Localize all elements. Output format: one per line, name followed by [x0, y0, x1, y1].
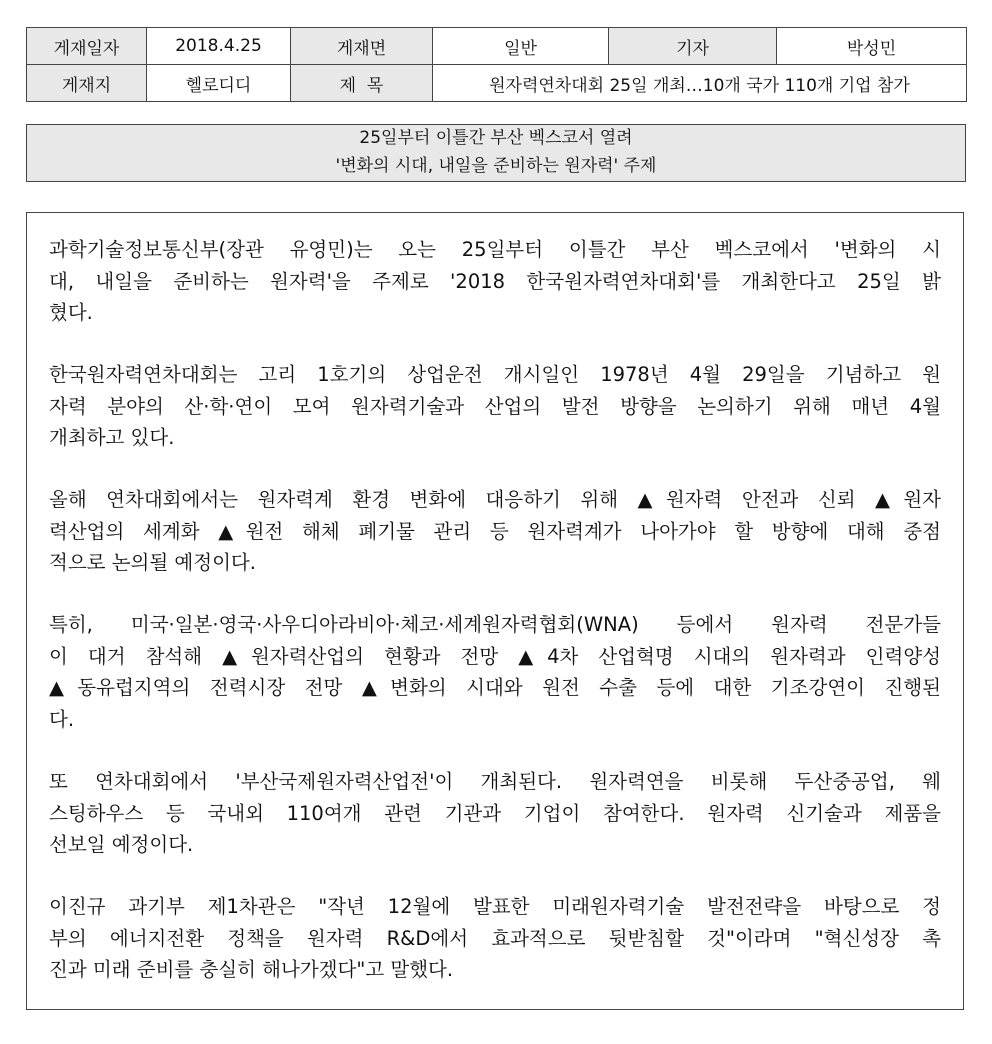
- paragraph-line: 자력 분야의 산·학·연이 모여 원자력기술과 산업의 발전 방향을 논의하기 위해 매년 4월: [49, 394, 941, 418]
- date-label: 게재일자: [27, 28, 147, 65]
- page-label: 게재면: [291, 28, 433, 65]
- paragraph-line: ▲동유럽지역의 전력시장 전망 ▲변화의 시대와 원전 수출 등에 대한 기조강연이 진행된: [49, 676, 941, 699]
- paragraph-line: 또 연차대회에서 '부산국제원자력산업전'이 개최된다. 원자력연을 비롯해 두산중공업, 웨: [49, 770, 941, 793]
- paragraph-1: [27, 234, 963, 329]
- paragraph-line: 대, 내일을 준비하는 원자력'을 주제로 '2018 한국원자력연차대회'를 개최한다고 25일 밝: [49, 269, 941, 293]
- subtitle-line-1: 25일부터 이틀간 부산 벡스코서 열려: [359, 128, 633, 148]
- outlet-value: 헬로디디: [147, 65, 291, 102]
- paragraph-line: 스팅하우스 등 국내외 110여개 관련 기관과 기업이 참여한다. 원자력 신기술과 제품을: [49, 801, 941, 825]
- title-value: 원자력연차대회 25일 개최…10개 국가 110개 기업 참가: [433, 65, 967, 102]
- meta-row-2: [27, 65, 967, 102]
- paragraph-line: 개최하고 있다.: [49, 426, 175, 449]
- date-value: 2018.4.25: [147, 28, 291, 65]
- paragraph-line: 적으로 논의될 예정이다.: [49, 551, 256, 574]
- paragraph-line: 다.: [49, 707, 75, 731]
- paragraph-2: [27, 359, 963, 454]
- paragraph-5: [27, 766, 963, 861]
- paragraph-line: 과학기술정보통신부(장관 유영민)는 오는 25일부터 이틀간 부산 벡스코에서 '변화의 시: [49, 238, 941, 261]
- paragraph-line: 특히, 미국·일본·영국·사우디아라비아·체코·세계원자력협회(WNA) 등에서 원자력 전문가들: [49, 613, 941, 636]
- paragraph-3: [27, 484, 963, 579]
- reporter-value: 박성민: [777, 28, 967, 65]
- paragraph-line: 부의 에너지전환 정책을 원자력 R&D에서 효과적으로 뒷받침할 것"이라며 "혁신성장 촉: [49, 926, 941, 950]
- article-body: [26, 212, 964, 1010]
- paragraph-line: 한국원자력연차대회는 고리 1호기의 상업운전 개시일인 1978년 4월 29일을 기념하고 원: [49, 363, 941, 386]
- title-label: 제 목: [291, 65, 433, 102]
- paragraph-4: [27, 609, 963, 735]
- subtitle-line-2: '변화의 시대, 내일을 준비하는 원자력' 주제: [335, 156, 657, 176]
- paragraph-line: 혔다.: [49, 301, 93, 324]
- page-value: 일반: [433, 28, 609, 65]
- paragraph-line: 진과 미래 준비를 충실히 해나가겠다"고 말했다.: [49, 958, 454, 981]
- paragraph-line: 이진규 과기부 제1차관은 "작년 12월에 발표한 미래원자력기술 발전전략을 바탕으로 정: [49, 895, 941, 918]
- paragraph-6: [27, 891, 963, 986]
- paragraph-line: 올해 연차대회에서는 원자력계 환경 변화에 대응하기 위해 ▲원자력 안전과 신뢰 ▲원자: [49, 488, 941, 511]
- paragraph-line: 이 대거 참석해 ▲원자력산업의 현황과 전망 ▲4차 산업혁명 시대의 원자력과 인력양성: [49, 644, 941, 668]
- paragraph-line: 력산업의 세계화 ▲원전 해체 폐기물 관리 등 원자력계가 나아가야 할 방향에 대해 중점: [49, 519, 941, 543]
- reporter-label: 기자: [609, 28, 777, 65]
- outlet-label: 게재지: [27, 65, 147, 102]
- meta-row-1: [27, 28, 967, 65]
- article-meta-table: [26, 27, 967, 102]
- article-subtitle-box: [26, 124, 966, 182]
- paragraph-line: 선보일 예정이다.: [49, 833, 194, 856]
